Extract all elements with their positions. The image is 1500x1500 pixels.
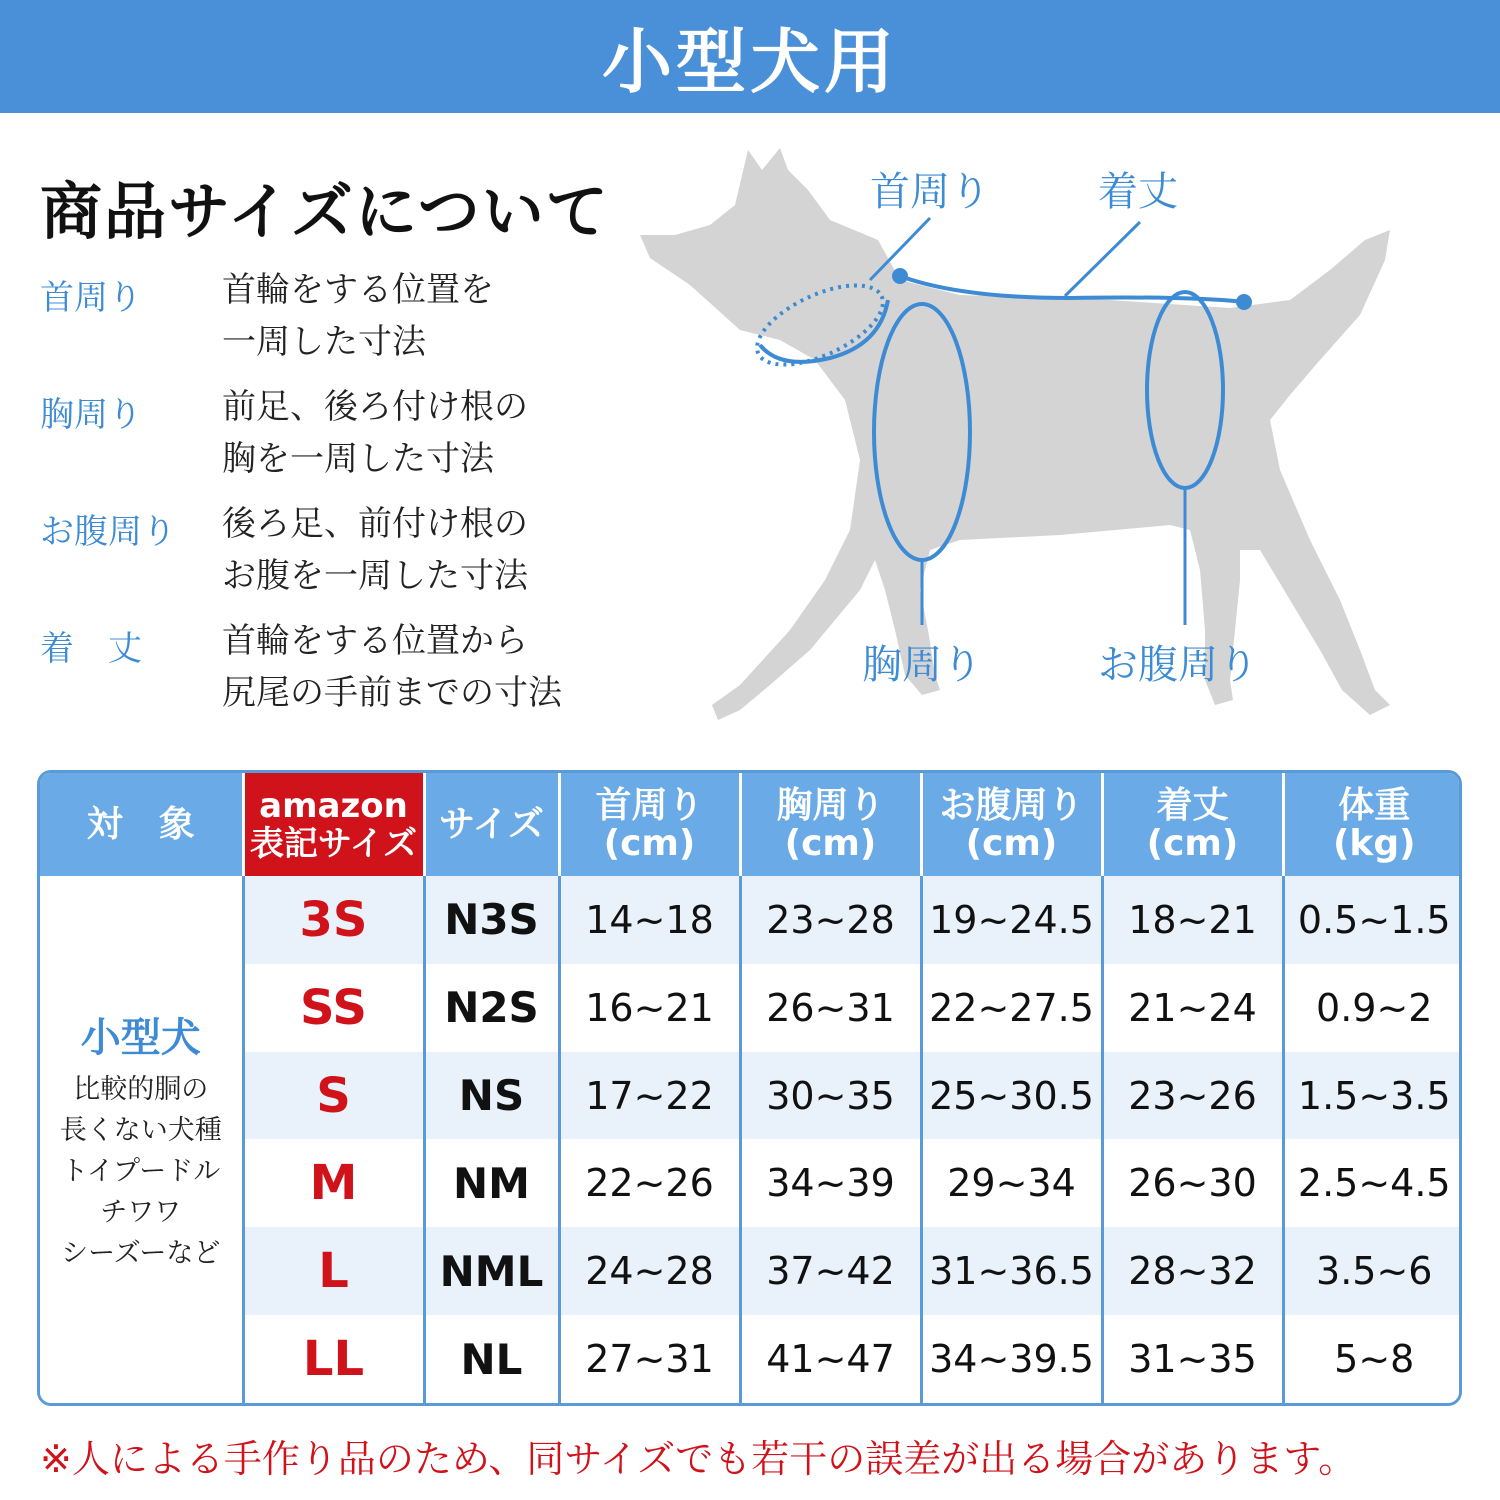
header-chest — [740, 773, 921, 876]
neck-cell: 16~21 — [559, 964, 740, 1052]
belly-cell: 22~27.5 — [921, 964, 1102, 1052]
header-neck-label: 首周り — [595, 784, 704, 826]
size-cell: NML — [424, 1227, 559, 1315]
neck-cell: 14~18 — [559, 876, 740, 964]
amazon-size-cell: 3S — [243, 876, 424, 964]
amazon-size-cell: L — [243, 1227, 424, 1315]
length-cell: 28~32 — [1102, 1227, 1283, 1315]
target-line: 比較的胴の — [73, 1073, 209, 1105]
belly-cell: 19~24.5 — [921, 876, 1102, 964]
neck-cell: 22~26 — [559, 1139, 740, 1227]
dog-silhouette — [640, 148, 1390, 720]
header-chest-unit: (cm) — [784, 822, 877, 864]
amazon-size-cell: S — [243, 1052, 424, 1140]
length-cell: 26~30 — [1102, 1139, 1283, 1227]
length-cell: 31~35 — [1102, 1315, 1283, 1403]
table-header-row — [40, 773, 1462, 876]
definition-description — [222, 264, 494, 368]
chest-cell: 41~47 — [740, 1315, 921, 1403]
title-banner — [0, 0, 1500, 113]
dog-measurement-diagram — [630, 130, 1460, 750]
banner-title: 小型犬用 — [602, 21, 898, 103]
header-chest-label: 胸周り — [776, 784, 885, 826]
chest-cell: 37~42 — [740, 1227, 921, 1315]
belly-cell: 25~30.5 — [921, 1052, 1102, 1140]
length-cell: 23~26 — [1102, 1052, 1283, 1140]
size-cell: N2S — [424, 964, 559, 1052]
definition-line: お腹を一周した寸法 — [222, 556, 528, 596]
belly-cell: 34~39.5 — [921, 1315, 1102, 1403]
definition-term: お腹周り — [40, 512, 176, 552]
diagram-label-length: 着丈 — [1098, 169, 1178, 215]
definition-line: 首輪をする位置を — [222, 270, 494, 310]
target-line: チワワ — [100, 1196, 182, 1228]
table-row — [40, 1315, 1462, 1403]
header-weight-label: 体重 — [1338, 784, 1411, 826]
chest-cell: 26~31 — [740, 964, 921, 1052]
chest-cell: 30~35 — [740, 1052, 921, 1140]
length-leader-line — [1065, 222, 1140, 296]
definition-length — [40, 621, 680, 731]
amazon-size-cell: M — [243, 1139, 424, 1227]
size-cell: NL — [424, 1315, 559, 1403]
header-length — [1102, 773, 1283, 876]
target-cell — [40, 876, 243, 1403]
header-size: サイズ — [424, 773, 559, 876]
definition-description — [222, 615, 562, 719]
amazon-size-cell: SS — [243, 964, 424, 1052]
definition-line: 胸を一周した寸法 — [222, 439, 494, 479]
weight-cell: 0.9~2 — [1283, 964, 1462, 1052]
target-main: 小型犬 — [80, 1014, 201, 1061]
diagram-label-neck: 首周り — [870, 169, 990, 215]
header-belly-unit: (cm) — [965, 822, 1058, 864]
header-length-unit: (cm) — [1146, 822, 1239, 864]
footnote: ※人による手作り品のため、同サイズでも若干の誤差が出る場合があります。 — [40, 1437, 1357, 1481]
size-cell: NM — [424, 1139, 559, 1227]
header-weight — [1283, 773, 1462, 876]
amazon-size-cell: LL — [243, 1315, 424, 1403]
definition-description — [222, 498, 528, 602]
table-row — [40, 964, 1462, 1052]
length-end-dot — [1236, 294, 1252, 310]
weight-cell: 3.5~6 — [1283, 1227, 1462, 1315]
chest-cell: 23~28 — [740, 876, 921, 964]
chest-cell: 34~39 — [740, 1139, 921, 1227]
neck-cell: 27~31 — [559, 1315, 740, 1403]
weight-cell: 2.5~4.5 — [1283, 1139, 1462, 1227]
header-amazon-line2: 表記サイズ — [249, 823, 418, 864]
definition-chest — [40, 387, 680, 497]
header-belly — [921, 773, 1102, 876]
size-table-container — [37, 770, 1462, 1406]
header-neck — [559, 773, 740, 876]
header-weight-unit: (kg) — [1332, 822, 1416, 864]
header-belly-label: お腹周り — [939, 784, 1084, 826]
weight-cell: 0.5~1.5 — [1283, 876, 1462, 964]
size-cell: N3S — [424, 876, 559, 964]
table-row — [40, 1227, 1462, 1315]
definition-neck — [40, 270, 680, 380]
table-row — [40, 1139, 1462, 1227]
definition-line: 尻尾の手前までの寸法 — [222, 673, 562, 713]
table-row — [40, 1052, 1462, 1140]
neck-cell: 24~28 — [559, 1227, 740, 1315]
length-cell: 21~24 — [1102, 964, 1283, 1052]
size-cell: NS — [424, 1052, 559, 1140]
header-amazon-size — [243, 773, 424, 876]
length-cell: 18~21 — [1102, 876, 1283, 964]
belly-cell: 31~36.5 — [921, 1227, 1102, 1315]
header-length-label: 着丈 — [1156, 784, 1229, 826]
header-neck-unit: (cm) — [603, 822, 696, 864]
belly-cell: 29~34 — [921, 1139, 1102, 1227]
diagram-label-belly: お腹周り — [1098, 642, 1258, 688]
header-target: 対 象 — [40, 773, 243, 876]
size-table — [40, 773, 1462, 1403]
weight-cell: 1.5~3.5 — [1283, 1052, 1462, 1140]
definition-line: 後ろ足、前付け根の — [222, 504, 528, 544]
definition-term: 着 丈 — [40, 629, 142, 669]
definition-line: 首輪をする位置から — [222, 621, 528, 661]
weight-cell: 5~8 — [1283, 1315, 1462, 1403]
definition-line: 前足、後ろ付け根の — [222, 387, 528, 427]
table-row — [40, 876, 1462, 964]
definition-description — [222, 381, 528, 485]
target-line: シーズーなど — [61, 1237, 221, 1269]
definition-term: 胸周り — [40, 395, 142, 435]
section-title: 商品サイズについて — [40, 175, 610, 248]
diagram-label-chest: 胸周り — [862, 642, 982, 688]
target-line: 長くない犬種 — [59, 1114, 222, 1146]
definition-belly — [40, 504, 680, 614]
definition-line: 一周した寸法 — [222, 322, 426, 362]
neck-cell: 17~22 — [559, 1052, 740, 1140]
definition-term: 首周り — [40, 278, 142, 318]
header-amazon-line1: amazon — [259, 785, 408, 826]
target-line: トイプードル — [61, 1155, 221, 1187]
